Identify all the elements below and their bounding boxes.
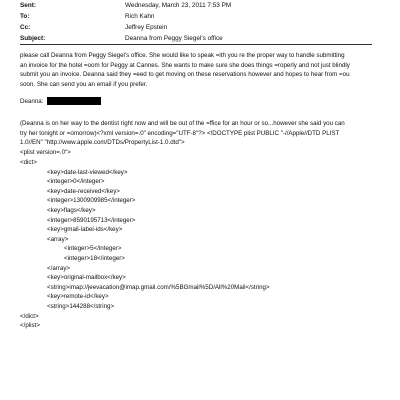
header-cc-row <box>20 22 390 33</box>
deanna-label: Deanna: <box>20 98 44 105</box>
header-divider <box>20 44 372 45</box>
to-label: To: <box>20 13 30 20</box>
code-line: </plist> <box>20 322 40 330</box>
redaction-box <box>47 97 101 105</box>
code-line: <integer>5</integer> <box>64 245 122 253</box>
text-line: an invoice for the hotel =oom for Peggy at Cannes. She wants to make sure she does things =roperly and not just blindly <box>20 61 350 69</box>
cc-value: Jeffrey Epstein <box>125 24 168 31</box>
text-line: (Deanna is on her way to the dentist right now and will be out of the =ffice for an hour or so...however she said you can <box>20 120 345 127</box>
code-line: <key>remote-id</key> <box>47 293 109 301</box>
deanna-line <box>20 97 380 107</box>
text-line: try her tonight or =omorrow)<?xml version=.0" encoding="UTF-8"?> <!DOCTYPE plist PUBLIC "-//Apple//DTD PLIST <box>20 129 340 137</box>
text-line: 1.0//EN" "http://www.apple.com/DTDs/PropertyList-1.0.dtd"> <box>20 139 185 147</box>
text-line: submit you an invoice. Deanna said they =eed to get moving on these reservations however and hopes to hear from =ou <box>20 71 350 79</box>
header-to-row <box>20 11 390 22</box>
code-line: <string>144288</string> <box>47 302 115 310</box>
code-line: <integer>18</integer> <box>64 254 125 262</box>
code-line: <array> <box>47 235 69 243</box>
code-line: <key>flags</key> <box>47 206 96 214</box>
code-line: <key>gmail-label-ids</key> <box>47 226 123 234</box>
code-line: <key>original-mailbox</key> <box>47 274 126 282</box>
code-line: <key>date-last-viewed</key> <box>47 168 128 176</box>
code-line: </dict> <box>20 312 39 320</box>
text-line: please call Deanna from Peggy Siegel's office. She would like to speak =ith you re the proper way to handle submitting <box>20 52 345 59</box>
header-sent-row <box>20 0 390 11</box>
header-subject-row <box>20 33 390 44</box>
sent-label: Sent: <box>20 2 36 9</box>
plist-code-block <box>20 158 380 331</box>
text-line: soon. She can send you an email if you prefer. <box>20 81 148 89</box>
cc-label: Cc: <box>20 24 31 31</box>
code-line: <key>date-received</key> <box>47 187 120 195</box>
code-line: <integer>1300909985</integer> <box>47 197 136 205</box>
text-line: <plist version=.0"> <box>20 149 71 157</box>
code-line: <string>imap://jeevacation@imap.gmail.com/%5BGmail%5D/All%20Mail</string> <box>47 283 270 291</box>
body-paragraph-1 <box>20 51 380 90</box>
code-line: <dict> <box>20 159 37 166</box>
sent-value: Wednesday, March 23, 2011 7:53 PM <box>125 2 232 9</box>
body-paragraph-2 <box>20 119 380 158</box>
subject-value: Deanna from Peggy Siegel's office <box>125 35 223 42</box>
to-value: Rich Kahn <box>125 13 155 20</box>
code-line: </array> <box>47 264 71 272</box>
code-line: <integer>0</integer> <box>47 178 105 186</box>
code-line: <integer>8590195713</integer> <box>47 216 136 224</box>
subject-label: Subject: <box>20 35 46 42</box>
